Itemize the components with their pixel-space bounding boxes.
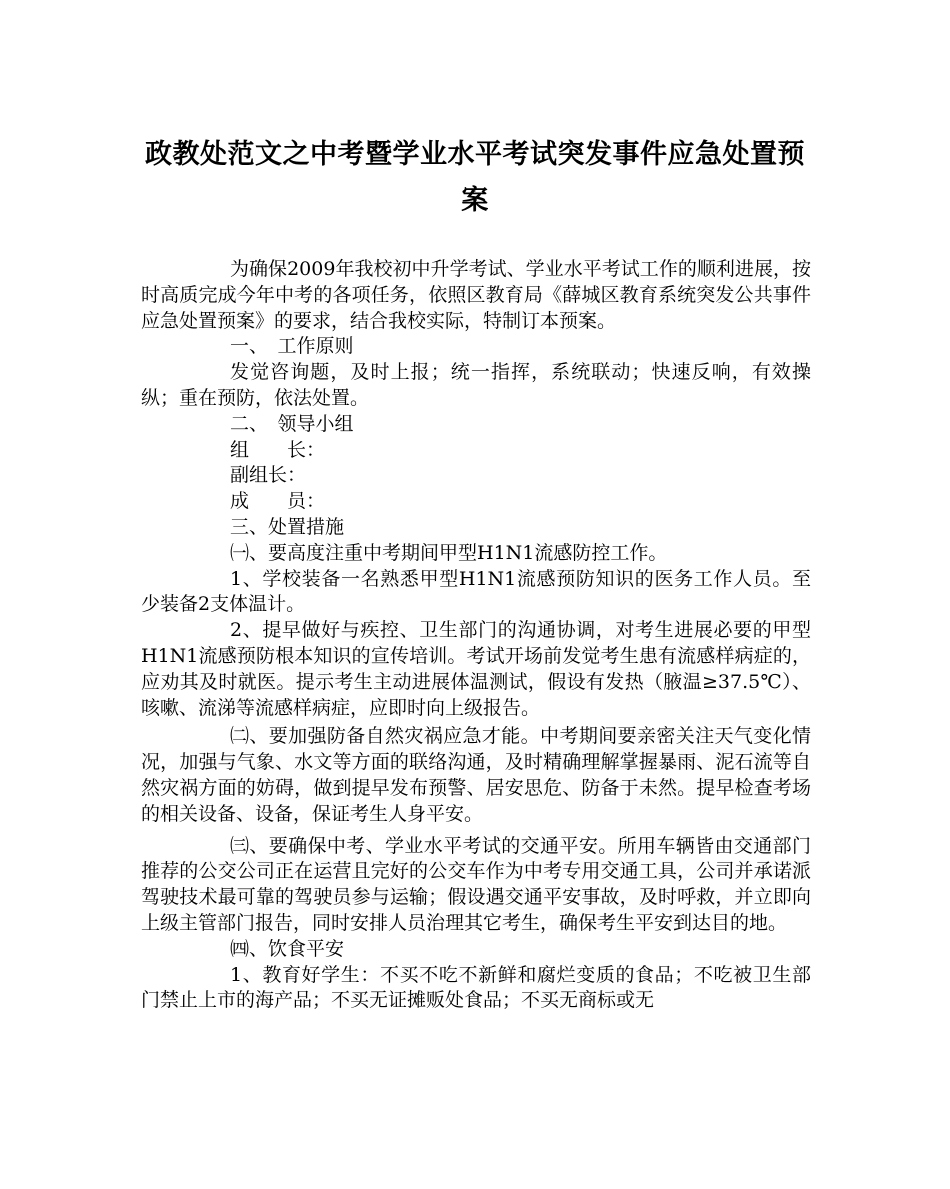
subheading-natural-disaster: ㈡、要加强防备自然灾祸应急才能。中考期间要亲密关注天气变化情况，加强与气象、水文等方面的联络沟通，及时精确理解掌握暴雨、泥石流等自然灾祸方面的妨碍，做到提早发布预警、居安思危、防备于未然。提早检查考场的相关设备、设备，保证考生人身平安。 — [141, 725, 811, 825]
heading-work-principle: 一、 工作原则 — [230, 335, 354, 358]
item-educate-students: 1、教育好学生：不买不吃不新鲜和腐烂变质的食品；不吃被卫生部门禁止上市的海产品；不买无证摊贩处食品；不买无商标或无 — [141, 963, 811, 1012]
line-group-leader: 组 长： — [230, 438, 326, 461]
heading-measures: 三、处置措施 — [230, 515, 345, 538]
line-members: 成 员： — [230, 490, 326, 513]
item-medical-staff: 1、学校装备一名熟悉甲型H1N1流感预防知识的医务工作人员。至少装备2支体温计。 — [141, 567, 811, 616]
title-line-2: 案 — [461, 185, 489, 216]
document-title — [120, 132, 830, 224]
subheading-flu-prevention: ㈠、要高度注重中考期间甲型H1N1流感防控工作。 — [230, 541, 668, 564]
subheading-food-safety: ㈣、饮食平安 — [230, 937, 345, 960]
document-body — [141, 257, 811, 1014]
heading-leadership-group: 二、 领导小组 — [230, 412, 354, 435]
item-coordination: 2、提早做好与疾控、卫生部门的沟通协调，对考生进展必要的甲型H1N1流感预防根本知识的宣传培训。考试开场前发觉考生患有流感样病症的，应劝其及时就医。提示考生主动进展体温测试，假设有发热（腋温≥37.5℃）、咳嗽、流涕等流感样病症，应即时向上级报告。 — [141, 619, 811, 719]
paragraph-intro: 为确保2009年我校初中升学考试、学业水平考试工作的顺利进展，按时高质完成今年中考的各项任务，依照区教育局《薛城区教育系统突发公共事件应急处置预案》的要求，结合我校实际，特制订本预案。 — [141, 258, 811, 332]
title-line-1: 政教处范文之中考暨学业水平考试突发事件应急处置预 — [145, 139, 805, 170]
paragraph-principle: 发觉咨询题，及时上报；统一指挥，系统联动；快速反响，有效操纵；重在预防，依法处置。 — [141, 361, 811, 409]
line-deputy-leader: 副组长： — [230, 464, 307, 487]
subheading-traffic-safety: ㈢、要确保中考、学业水平考试的交通平安。所用车辆皆由交通部门推荐的公交公司正在运营且完好的公交车作为中考专用交通工具，公司并承诺派驾驶技术最可靠的驾驶员参与运输；假设遇交通平安事故，及时呼救，并立即向上级主管部门报告，同时安排人员治理其它考生，确保考生平安到达目的地。 — [141, 834, 811, 934]
